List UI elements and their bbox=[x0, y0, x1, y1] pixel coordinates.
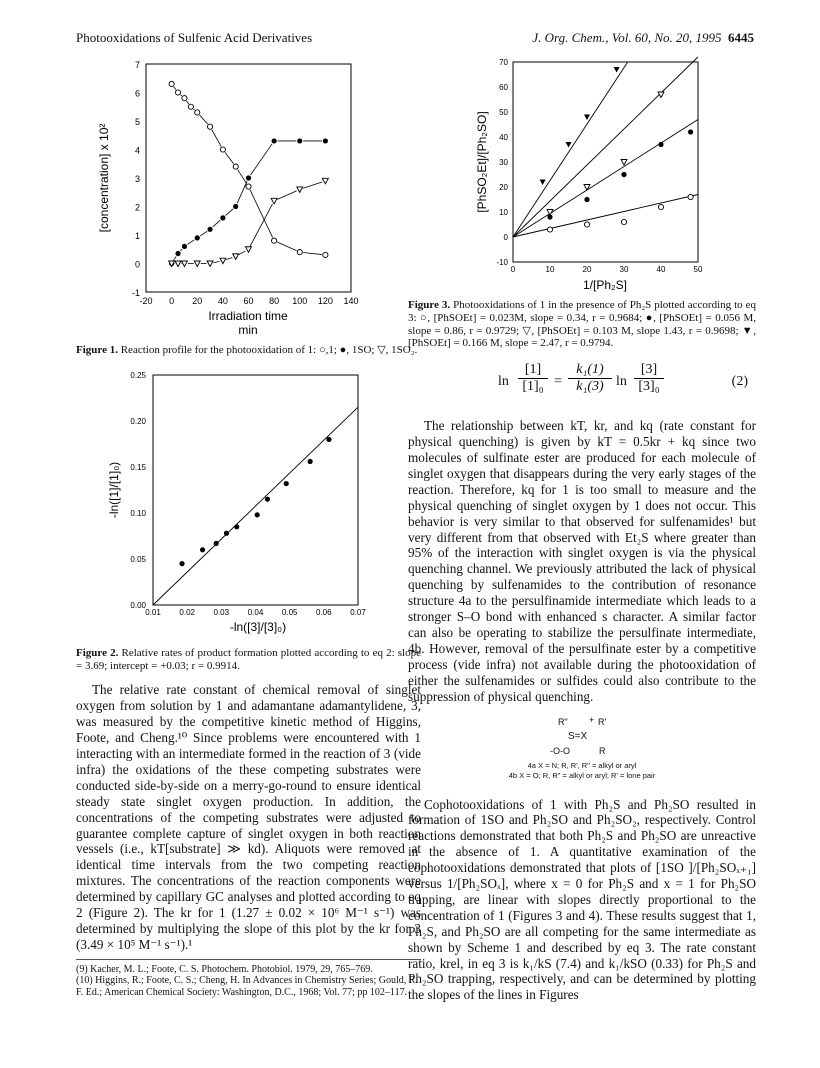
f1-data-point bbox=[188, 104, 193, 109]
f3-ytick: 50 bbox=[499, 108, 508, 117]
f1-series-segment bbox=[212, 130, 221, 147]
f1-xtick: 20 bbox=[192, 296, 203, 306]
equation-2: ln [1] [1]₀ = k₁(1) k₁(3) ln [3] [3]₀ (2) bbox=[498, 362, 748, 395]
f1-series-segment bbox=[187, 240, 194, 245]
f1-series-segment bbox=[213, 261, 219, 262]
f1-series-segment bbox=[225, 209, 233, 216]
f3-fit-line bbox=[513, 62, 628, 237]
f2-data-point bbox=[308, 459, 313, 464]
f3-ylabel: [PhSO₂Et]/[Ph₂SO] bbox=[475, 111, 489, 213]
f3-data-point bbox=[547, 227, 552, 232]
f2-xtick: 0.03 bbox=[213, 607, 230, 617]
f3-xtick: 10 bbox=[545, 265, 555, 274]
f1-xtick: -20 bbox=[139, 296, 153, 306]
f1-data-point bbox=[207, 227, 212, 232]
f1-xtick: 40 bbox=[217, 296, 228, 306]
f3-ytick: 20 bbox=[499, 183, 508, 192]
f1-ytick: 6 bbox=[134, 88, 140, 99]
f1-data-point bbox=[175, 251, 180, 256]
f1-data-point bbox=[220, 258, 226, 264]
f1-data-point bbox=[182, 244, 187, 249]
f3-data-point bbox=[688, 194, 693, 199]
f1-series-segment bbox=[181, 95, 182, 96]
f1-data-point bbox=[246, 184, 251, 189]
figure3-chart bbox=[408, 52, 756, 297]
f1-series-segment bbox=[250, 190, 273, 238]
page-number: 6445 bbox=[728, 30, 754, 45]
f1-data-point bbox=[175, 90, 180, 95]
f3-data-point bbox=[566, 142, 572, 148]
f2-data-point bbox=[265, 496, 270, 501]
f2-xtick: 0.06 bbox=[316, 607, 332, 617]
f3-fit-line bbox=[513, 120, 698, 238]
f3-ytick: 30 bbox=[499, 158, 508, 167]
f1-series-segment bbox=[193, 109, 194, 110]
f2-ytick: 0.00 bbox=[130, 600, 146, 610]
f3-data-point bbox=[614, 67, 620, 73]
f3-data-point bbox=[584, 115, 590, 121]
right-paragraph-2: Cophotooxidations of 1 with Ph₂S and Ph₂SO resulted in formation of 1SO and Ph₂SO and Ph₂SO₂, respectively. Control reactions demonstrated that both Ph₂S and Ph₂SO are unreactive in the absence of 1. A quantitative examination of the cophotooxidations demonstrated that plots of [1SO ]/[Ph₂SOₓ₊₁] versus 1/[Ph₂SOₓ], where x = 0 for Ph₂S and x = 1 for Ph₂SO trapping, are linear with slopes directly proportional to the concentration of 1 (Figures 3 and 4). These results suggest that 1, Ph₂S, and Ph₂SO are all competing for the same intermediate as shown by Scheme 1 and described by eq 3. The rate constant ratio, krel, in eq 3 is k₁/kS (7.4) and k₁/kSO (0.33) for Ph₂S and Ph₂SO trapping, respectively, and can be determined by plotting the slopes of the lines in Figures bbox=[408, 796, 756, 1003]
f1-data-point bbox=[194, 261, 200, 267]
footnote-10: (10) Higgins, R.; Foote, C. S.; Cheng, H. In Advances in Chemistry Series; Gould, R. F. Ed.; American Chemical Society: Washington, D.C., 1968; Vol. 77; pp 102–117. bbox=[76, 975, 418, 998]
f2-xtick: 0.05 bbox=[281, 607, 298, 617]
f1-series-segment bbox=[200, 231, 207, 236]
f1-series-segment bbox=[213, 220, 221, 227]
journal-citation: J. Org. Chem., Vol. 60, No. 20, 1995 6445 bbox=[532, 30, 754, 45]
figure1-caption: Figure 1. Reaction profile for the photooxidation of 1: ○,1; ●, 1SO; ▽, 1SO₂. bbox=[76, 344, 418, 356]
f1-ytick: 1 bbox=[134, 231, 140, 241]
f3-ytick: 0 bbox=[503, 233, 508, 242]
f3-data-point bbox=[621, 219, 626, 224]
right-paragraph-1: The relationship between kT, kr, and kq (rate constant for physical quenching) is given by kT = 0.5kr + kq since two molecules of sulfinate ester are produced for each molecule of singlet oxygen that disappears during the very early stages of the reaction. Therefore, kq for 1 is too small to measure and the physical quenching of singlet oxygen by 1 does not occur. This behavior is very similar to that observed for sulfenamides¹ but very different from that observed with Et₂S where greater than 95% of the interaction with singlet oxygen is via the physical quenching channel. We previously attributed the lack of physical quenching by sulfenamides to the contribution of resonance structure 4a to the persulfinamide intermediate which leads to a stronger S–O bond with enhanced s character. A similar factor can also be operating to stabilize the persulfinate intermediate, 4b. However, removal of the persulfinate ester by a competitive process (vide infra) not available during the photooxidation of either the sulfenamides or sulfides could also contribute to the suppression of physical quenching. bbox=[408, 418, 756, 704]
f1-series-segment bbox=[174, 256, 177, 260]
f1-ytick: -1 bbox=[131, 288, 140, 298]
f3-xtick: 30 bbox=[619, 265, 629, 274]
f2-xtick: 0.07 bbox=[350, 607, 366, 617]
f2-xtick: 0.01 bbox=[145, 607, 161, 617]
f1-data-point bbox=[169, 81, 174, 86]
f1-xtick: 60 bbox=[243, 296, 254, 306]
left-paragraph: The relative rate constant of chemical removal of singlet oxygen from solution by 1 and adamantane adamantylidene, 3, was measured by the competitive kinetic method of Higgins, Foote, and Cheng.¹⁰ Since problems were encountered with 1 interacting with an intermediate formed in the reaction of 3 (vide infra) the oxidations of the these competing substrates were conducted side-by-side on a merry-go-round to ensure identical steady state singlet oxygen production. In addition, the concentrations of the competing substrates were adjusted to guarantee complete capture of singlet oxygen in both reaction vessels (i.e., kT[substrate] ≫ kd). Aliquots were removed at identical time intervals from the two competing reaction mixtures. The concentrations of the reaction components were determined by capillary GC analyses and plotted according to eq 2 (Figure 2). The kr for 1 (1.27 ± 0.02 × 10⁶ M⁻¹ s⁻¹) was determined by multiplying the slope of this plot by the kr for 3 (3.49 × 10⁵ M⁻¹ s⁻¹).¹ bbox=[76, 682, 421, 952]
f1-data-point bbox=[272, 138, 277, 143]
f3-ytick: 40 bbox=[499, 133, 508, 142]
structure-4: R" + R' S=X -O-O R 4a X = N; R, R', R" = alkyl or aryl 4b X = O; R, R" = alkyl or aryl; R' = lone pair bbox=[508, 714, 656, 780]
f2-data-point bbox=[200, 547, 205, 552]
f1-xtick: 140 bbox=[343, 296, 359, 306]
figure1-chart bbox=[76, 52, 421, 342]
f2-xtick: 0.04 bbox=[247, 607, 264, 617]
f3-ytick: 10 bbox=[499, 208, 508, 217]
f1-data-point bbox=[220, 215, 225, 220]
f1-series-segment bbox=[237, 181, 247, 203]
f1-xtick: 120 bbox=[317, 296, 333, 306]
f1-data-point bbox=[297, 250, 302, 255]
f1-data-point bbox=[233, 204, 238, 209]
f1-xtick: 100 bbox=[292, 296, 308, 306]
f1-series-segment bbox=[277, 242, 296, 251]
f2-ytick: 0.10 bbox=[130, 508, 146, 518]
f1-data-point bbox=[246, 175, 251, 180]
f1-data-point bbox=[181, 261, 187, 267]
f1-ytick: 5 bbox=[134, 117, 140, 127]
f2-data-point bbox=[179, 561, 184, 566]
f3-ytick: -10 bbox=[496, 258, 508, 267]
f1-data-point bbox=[195, 110, 200, 115]
f1-data-point bbox=[271, 198, 277, 204]
f1-ytick: 2 bbox=[134, 202, 140, 213]
f1-xtick: 0 bbox=[169, 296, 175, 306]
f1-ytick: 3 bbox=[134, 174, 140, 184]
f2-xlabel: -ln([3]/[3]₀) bbox=[229, 619, 287, 634]
f1-series-segment bbox=[250, 204, 272, 246]
f1-data-point bbox=[175, 261, 181, 267]
f1-series-segment bbox=[303, 252, 322, 254]
f1-series-segment bbox=[200, 115, 208, 124]
f1-data-point bbox=[323, 138, 328, 143]
f2-data-point bbox=[234, 524, 239, 529]
f3-data-point bbox=[540, 180, 546, 186]
f1-data-point bbox=[322, 178, 328, 184]
f1-data-point bbox=[233, 164, 238, 169]
f1-series-segment bbox=[238, 170, 247, 184]
f1-data-point bbox=[207, 124, 212, 129]
f3-data-point bbox=[658, 142, 663, 147]
f1-ytick: 4 bbox=[134, 145, 140, 156]
f1-series-segment bbox=[303, 182, 322, 188]
f1-data-point bbox=[272, 238, 277, 243]
f1-series-segment bbox=[225, 152, 234, 163]
f3-xtick: 50 bbox=[693, 265, 703, 274]
f1-data-point bbox=[297, 187, 303, 193]
running-header: Photooxidations of Sulfenic Acid Derivatives bbox=[76, 30, 313, 45]
f1-series-segment bbox=[250, 144, 272, 175]
f3-xtick: 40 bbox=[656, 265, 666, 274]
f1-series-segment bbox=[180, 249, 182, 251]
f2-data-point bbox=[224, 530, 229, 535]
f1-data-point bbox=[207, 261, 213, 267]
f3-fit-line bbox=[513, 195, 698, 238]
f2-ytick: 0.25 bbox=[130, 370, 146, 380]
f1-ylabel: [concentration] x 10² bbox=[97, 123, 111, 233]
f2-ytick: 0.20 bbox=[130, 416, 146, 426]
f3-fit-line bbox=[513, 57, 698, 237]
f1-data-point bbox=[297, 138, 302, 143]
f2-data-point bbox=[214, 541, 219, 546]
footnote-9: (9) Kacher, M. L.; Foote, C. S. Photochem. Photobiol. 1979, 29, 765–769. bbox=[76, 963, 373, 975]
f1-series-segment bbox=[226, 257, 232, 259]
f1-data-point bbox=[220, 147, 225, 152]
f1-ytick: 7 bbox=[134, 60, 140, 70]
figure2-chart bbox=[76, 365, 421, 665]
f1-series-segment bbox=[187, 101, 189, 104]
f2-fit-line bbox=[153, 407, 358, 605]
f3-data-point bbox=[688, 129, 693, 134]
f2-ytick: 0.15 bbox=[130, 462, 146, 472]
f1-series-segment bbox=[174, 87, 176, 90]
footnote-rule bbox=[76, 959, 421, 960]
f2-ytick: 0.05 bbox=[130, 554, 146, 564]
f3-xtick: 20 bbox=[582, 265, 592, 274]
f1-data-point bbox=[323, 252, 328, 257]
f2-ylabel: -ln([1]/[1]₀) bbox=[107, 461, 121, 518]
f2-data-point bbox=[284, 481, 289, 486]
f3-xtick: 0 bbox=[510, 265, 516, 274]
f1-data-point bbox=[182, 96, 187, 101]
f3-data-point bbox=[584, 197, 589, 202]
f3-ytick: 60 bbox=[499, 83, 508, 92]
f1-data-point bbox=[195, 235, 200, 240]
figure2-caption: Figure 2. Relative rates of product formation plotted according to eq 2: slope = 3.69; intercept = +0.03; r = 0.9914. bbox=[76, 646, 421, 672]
f1-ytick: 0 bbox=[134, 259, 140, 270]
f1-xlabel-unit: min bbox=[238, 323, 258, 337]
f3-data-point bbox=[621, 172, 626, 177]
f2-data-point bbox=[326, 437, 331, 442]
f2-data-point bbox=[255, 512, 260, 517]
f3-ytick: 70 bbox=[499, 58, 508, 67]
f1-series-segment bbox=[239, 251, 246, 255]
f2-xtick: 0.02 bbox=[179, 607, 195, 617]
f1-xlabel: Irradiation time bbox=[208, 309, 288, 323]
f3-data-point bbox=[621, 160, 627, 166]
f1-xtick: 80 bbox=[269, 296, 280, 306]
f3-data-point bbox=[584, 222, 589, 227]
f3-data-point bbox=[658, 204, 663, 209]
f1-series-segment bbox=[277, 191, 296, 200]
f1-data-point bbox=[246, 247, 252, 253]
f3-xlabel: 1/[Ph₂S] bbox=[582, 278, 628, 292]
f1-data-point bbox=[233, 254, 239, 260]
figure3-caption: Figure 3. Photooxidations of 1 in the presence of Ph₂S plotted according to eq 3: ○, [PhSOEt] = 0.023M, slope = 0.34, r = 0.9684; ●, [PhSOEt] = 0.056 M, slope = 0.86, r = 0.9729; ▽, [PhSOEt] = 0.103 M, slope 1.43, r = 0.9698; ▼, [PhSOEt] = 0.166 M, slope = 2.47, r = 0.9794. bbox=[408, 299, 756, 350]
